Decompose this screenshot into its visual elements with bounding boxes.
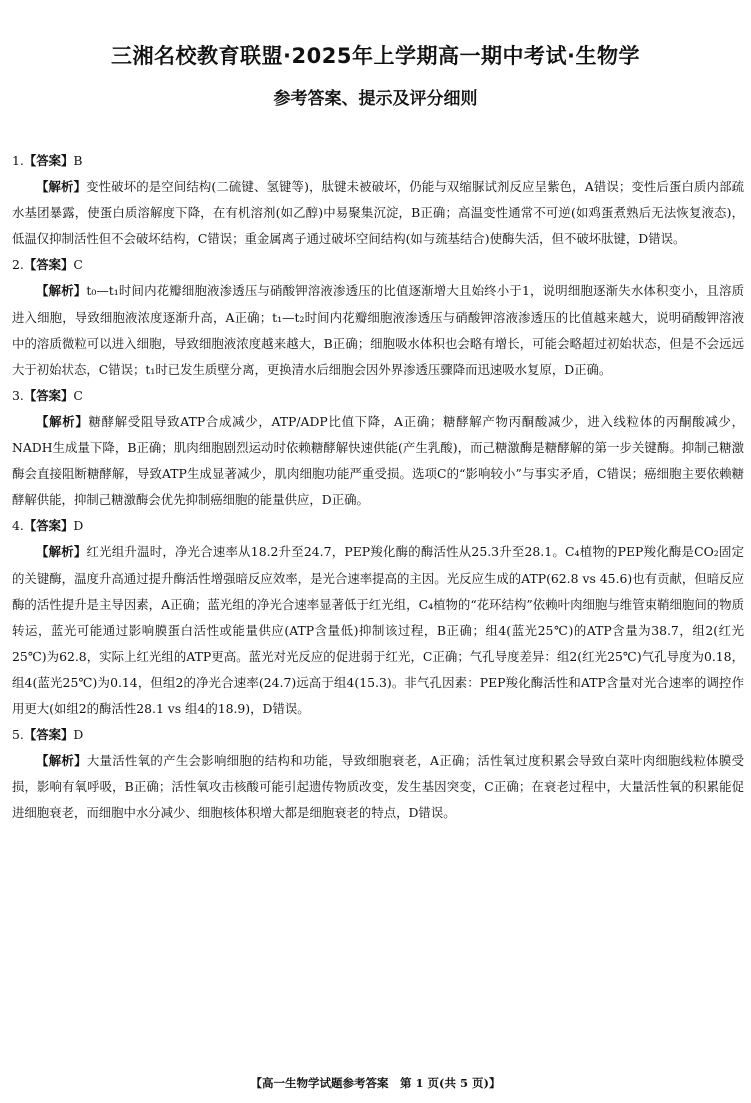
explanation-paragraph xyxy=(12,409,744,513)
question-number: 2. xyxy=(12,257,24,273)
answer-line xyxy=(12,148,744,174)
question-item-2 xyxy=(12,252,744,382)
explanation-text: 红光组升温时，净光合速率从18.2升至24.7，PEP羧化酶的酶活性从25.3升至28.1。C₄植物的PEP羧化酶是CO₂固定的关键酶，温度升高通过提升酶活性增强暗反应效率，是光合速率提高的主因。光反应生成的ATP(62.8 vs 45.6)也有贡献，但暗反应酶的活性提升是主导因素，A正确；蓝光组的净光合速率显著低于红光组，C₄植物的“花环结构”依赖叶肉细胞与维管束鞘细胞间的物质转运，蓝光可能通过影响膜蛋白活性或能量供应(ATP含量低)抑制该过程，B正确；组4(蓝光25℃)的ATP含量为38.7，组2(红光25℃)为62.8，实际上红光组的ATP更高。蓝光对光反应的促进弱于红光，C正确；气孔导度差异：组2(红光25℃)气孔导度为0.18，组4(蓝光25℃)为0.14，但组2的净光合速率(24.7)远高于组4(15.3)。非气孔因素：PEP羧化酶活性和ATP含量对光合速率的调控作用更大(如组2的酶活性28.1 vs 组4的18.9)，D错误。 xyxy=(12,544,744,716)
explanation-paragraph xyxy=(12,748,744,826)
page-title: 三湘名校教育联盟·2025年上学期高一期中考试·生物学 xyxy=(111,44,640,68)
question-item-3 xyxy=(12,383,744,513)
answer-value: C xyxy=(73,257,83,273)
page-footer: 【高一生物学试题参考答案 第 1 页(共 5 页)】 xyxy=(250,1076,501,1090)
page-subtitle: 参考答案、提示及评分细则 xyxy=(273,89,478,109)
explanation-paragraph xyxy=(12,174,744,252)
question-number: 1. xyxy=(12,153,24,168)
explanation-tag: 【解析】 xyxy=(36,544,87,560)
answer-tag: 【答案】 xyxy=(23,727,74,743)
question-item-1 xyxy=(12,148,744,252)
question-item-5 xyxy=(12,722,744,826)
answer-tag: 【答案】 xyxy=(23,257,74,273)
answer-line xyxy=(12,383,744,409)
question-number: 5. xyxy=(12,727,24,743)
explanation-tag: 【解析】 xyxy=(36,413,89,429)
explanation-tag: 【解析】 xyxy=(36,179,87,195)
explanation-text: 大量活性氧的产生会影响细胞的结构和功能，导致细胞衰老，A正确；活性氧过度积累会导致白菜叶肉细胞线粒体膜受损，影响有氧呼吸，B正确；活性氧攻击核酸可能引起遗传物质改变，发生基因突变，C正确；在衰老过程中，大量活性氧的积累能促进细胞衰老，而细胞中水分减少、细胞核体积增大都是细胞衰老的特点，D错误。 xyxy=(12,753,744,821)
answer-value: D xyxy=(73,518,84,534)
explanation-paragraph xyxy=(12,539,744,722)
answer-value: C xyxy=(73,387,83,403)
answer-tag: 【答案】 xyxy=(23,387,74,403)
answer-line xyxy=(12,252,744,278)
answer-value: D xyxy=(73,727,84,743)
explanation-tag: 【解析】 xyxy=(36,283,87,299)
answer-line xyxy=(12,513,744,539)
answer-list xyxy=(12,148,744,826)
answer-tag: 【答案】 xyxy=(23,153,74,168)
question-number: 3. xyxy=(12,387,24,403)
answer-value: B xyxy=(73,153,83,168)
explanation-text: 糖酵解受阻导致ATP合成减少，ATP/ADP比值下降，A正确；糖酵解产物丙酮酸减少，进入线粒体的丙酮酸减少，NADH生成量下降，B正确；肌肉细胞剧烈运动时依赖糖酵解快速供能(产生乳酸)，而己糖激酶是糖酵解的第一步关键酶。抑制己糖激酶会直接阻断糖酵解，导致ATP生成显著减少，肌肉细胞功能严重受损。选项C的“影响较小”与事实矛盾，C错误；癌细胞主要依赖糖酵解供能，抑制己糖激酶会优先抑制癌细胞的能量供应，D正确。 xyxy=(12,413,744,508)
question-number: 4. xyxy=(12,518,24,534)
explanation-paragraph xyxy=(12,278,744,382)
explanation-text: 变性破坏的是空间结构(二硫键、氢键等)，肽键未被破坏，仍能与双缩脲试剂反应呈紫色，A错误；变性后蛋白质内部疏水基团暴露，使蛋白质溶解度下降，在有机溶剂(如乙醇)中易聚集沉淀，B正确；高温变性通常不可逆(如鸡蛋煮熟后无法恢复液态)，低温仅抑制活性但不会破坏结构，C错误；重金属离子通过破坏空间结构(如与巯基结合)使酶失活，但不破坏肽键，D错误。 xyxy=(12,179,744,247)
question-item-4 xyxy=(12,513,744,722)
answer-line xyxy=(12,722,744,748)
explanation-text: t₀—t₁时间内花瓣细胞液渗透压与硝酸钾溶液渗透压的比值逐渐增大且始终小于1，说明细胞逐渐失水体积变小，且溶质进入细胞，导致细胞液浓度逐渐升高，A正确；t₁—t₂时间内花瓣细胞液渗透压与硝酸钾溶液渗透压的比值越来越大，说明硝酸钾溶液中的溶质微粒可以进入细胞，导致细胞液浓度越来越大，B正确；细胞吸水体积也会略有增长，可能会略超过初始状态，但是不会远远大于初始状态，C错误；t₁时已发生质壁分离，更换清水后细胞会因外界渗透压骤降而迅速吸水复原，D正确。 xyxy=(12,283,744,377)
explanation-tag: 【解析】 xyxy=(36,753,87,769)
answer-tag: 【答案】 xyxy=(23,518,74,534)
